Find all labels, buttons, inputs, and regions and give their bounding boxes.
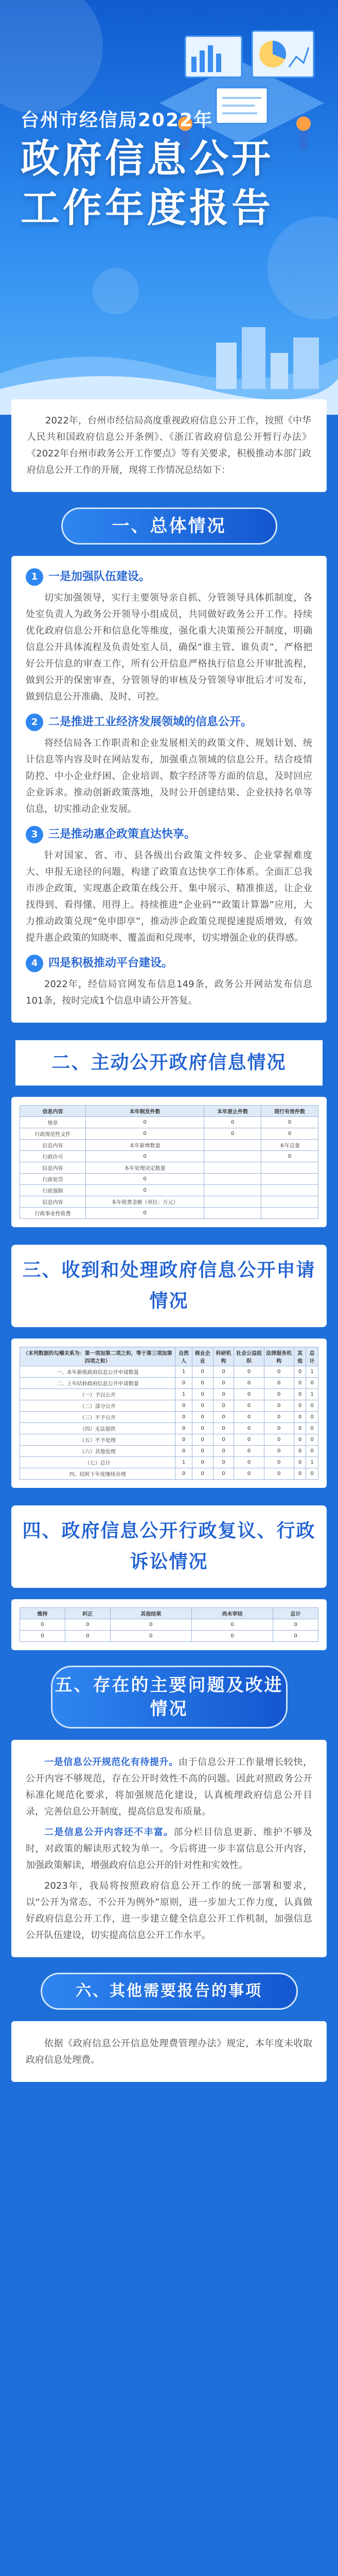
intro-text: 2022年，台州市经信局高度重视政府信息公开工作，按照《中华人民共和国政府信息公开条例》、《浙江省政府信息公开暂行办法》《2022年台州市政务公开工作要点》等有关要求，积极推动本部门政府信息公开工作的开展，现将工作情况总结如下： (11, 399, 327, 492)
section-3-table-card (11, 1338, 327, 1488)
table-cell: 二、上年结转政府信息公开申请数量 (20, 1378, 175, 1389)
table-cell: 0 (234, 1366, 264, 1378)
table-cell: 0 (264, 1423, 294, 1434)
table-row (20, 1174, 318, 1185)
table-cell: （一）予以公开 (20, 1389, 175, 1400)
table-cell: 0 (264, 1366, 294, 1378)
s5-paragraph-1 (26, 1754, 312, 1820)
table-cell: 0 (261, 1151, 318, 1162)
table-cell: 0 (85, 1128, 204, 1140)
table-row (20, 1162, 318, 1174)
section-2-title: 二、主动公开政府信息情况 (11, 1040, 327, 1086)
s6-text: 依据《政府信息公开信息处理费管理办法》规定，本年度未收取政府信息处理费。 (26, 2038, 312, 2065)
table-row (20, 1378, 318, 1389)
table-header-cell: 商业企业 (192, 1347, 213, 1366)
s5-paragraph-3: 2023年，我局将按照政府信息公开工作的统一部署和要求，以“公开为常态、不公开为例外”原则，进一步加大工作力度，认真做好政府信息公开工作，进一步建立健全信息公开工作机制，加强信息公开队伍建设，切实提高信息公开工作水平。 (26, 1880, 312, 1941)
table-cell (261, 1185, 318, 1196)
table-cell: 0 (175, 1412, 192, 1423)
table-cell: 信息内容 (20, 1162, 86, 1174)
table-cell: 0 (261, 1128, 318, 1140)
table-cell: 0 (175, 1468, 192, 1480)
table-header-cell: 科研机构 (213, 1347, 234, 1366)
table-cell: 0 (294, 1446, 306, 1457)
table-cell: 0 (234, 1434, 264, 1446)
hero-title-line1: 政府信息公开 (21, 135, 274, 181)
table-cell: 1 (175, 1457, 192, 1468)
s1-item-3-head (26, 826, 312, 843)
s1-item-4-number: 4 (26, 955, 43, 972)
table-row (20, 1423, 318, 1434)
active-disclosure-table (20, 1105, 318, 1219)
table-cell: 0 (234, 1400, 264, 1412)
section-3-title: 三、收到和处理政府信息公开申请情况 (11, 1245, 327, 1327)
table-cell: （六）其他处理 (20, 1446, 175, 1457)
s5-p2-text: 部分栏目信息更新、维护不够及时，对政策的解读形式较为单一。今后将进一步丰富信息公开内容，加强政策解读，增强政府信息公开的针对性和实效性。 (26, 1827, 312, 1871)
s2-header-cell: 信息内容 (20, 1106, 86, 1117)
table-cell (204, 1196, 261, 1208)
table-cell: 0 (306, 1378, 318, 1389)
table-cell: 0 (294, 1366, 306, 1378)
s1-item-2-text: 将经信局各工作职责和企业发展相关的政策文件、规划计划、统计信息等内容及时在网站发布，加强重点领域的信息公开。结合疫情防控、中小企业纾困、企业培训、数字经济等方面的信息，及时回应企业诉求。推动创新政策落地，及时公开创建结果、企业扶持名单等信息，切实推动企业发展。 (26, 738, 312, 815)
table-cell: 行政规范性文件 (20, 1128, 86, 1140)
hero-banner (0, 0, 338, 415)
hero-title (21, 134, 274, 233)
table-header-cell: 社会公益组织 (234, 1347, 264, 1366)
table-cell: 0 (20, 1619, 65, 1631)
s1-item-2-number: 2 (26, 714, 43, 731)
hero-subtitle: 台州市经信局2022年 (21, 110, 214, 131)
s5-p1-title: 一是信息公开规范化有待提升。 (44, 1757, 179, 1768)
section-1-body (11, 556, 327, 1023)
table-cell: 0 (264, 1434, 294, 1446)
table-row (20, 1196, 318, 1208)
s1-item-2-head (26, 714, 312, 731)
table-cell: 0 (234, 1412, 264, 1423)
table-cell: 0 (110, 1631, 191, 1642)
s2-table-body (20, 1117, 318, 1219)
table-cell: 本年新增数量 (85, 1140, 204, 1151)
hero-title-line2: 工作年度报告 (21, 185, 274, 231)
s2-header-cell: 本年制发件数 (85, 1106, 204, 1117)
s1-item-4-text: 2022年，经信局官网发布信息149条，政务公开网站发布信息101条，按时完成1个信息申请公开答复。 (26, 979, 312, 1006)
table-row (20, 1412, 318, 1423)
s5-paragraph-2 (26, 1824, 312, 1874)
table-cell: 0 (192, 1423, 213, 1434)
table-cell: 1 (306, 1389, 318, 1400)
table-cell: 0 (294, 1412, 306, 1423)
s1-item-4-title: 四是积极推动平台建设。 (48, 957, 173, 970)
table-header-cell: 其他 (294, 1347, 306, 1366)
table-row (20, 1366, 318, 1378)
table-cell: 规章 (20, 1117, 86, 1128)
table-cell (204, 1162, 261, 1174)
table-cell: 0 (306, 1434, 318, 1446)
table-cell: 本年收费金额（单位：万元） (85, 1196, 204, 1208)
table-header-cell: 总计 (306, 1347, 318, 1366)
table-cell: 0 (306, 1400, 318, 1412)
table-cell: 0 (213, 1434, 234, 1446)
table-cell: 0 (192, 1457, 213, 1468)
table-cell: 0 (261, 1117, 318, 1128)
table-cell: 0 (294, 1434, 306, 1446)
s4-table-head (20, 1608, 318, 1619)
s1-item-1-text: 切实加强领导，实行主要领导亲自抓、分管领导具体抓制度，各处室负责人为政务公开领导小组成员，共同做好政务公开工作。持续优化政府信息公开和信息化等维度，强化重大决策预公开制度，明确信息公开具体流程及负责处室人员，确保“谁主管、谁负责”，严格把好公开信息的审查工作，所有公开信息严格执行信息公开审批流程，做到公开的保密审查，分管领导的审核及分管领导审批后才可发布，做到信息公开准确、及时、可控。 (26, 592, 312, 702)
table-cell (261, 1196, 318, 1208)
table-cell: 行政事业性收费 (20, 1208, 86, 1219)
section-2-table-card (11, 1097, 327, 1227)
table-cell: 0 (192, 1446, 213, 1457)
table-row (20, 1457, 318, 1468)
table-header-cell: 纠正 (65, 1608, 110, 1619)
table-cell: （七）总计 (20, 1457, 175, 1468)
table-cell: 0 (234, 1423, 264, 1434)
table-cell: 0 (234, 1378, 264, 1389)
table-cell: 0 (294, 1423, 306, 1434)
table-cell: 0 (85, 1174, 204, 1185)
table-cell: 0 (294, 1389, 306, 1400)
table-cell: 1 (175, 1389, 192, 1400)
table-cell: 0 (213, 1457, 234, 1468)
table-cell: 行政许可 (20, 1151, 86, 1162)
table-cell: 0 (204, 1117, 261, 1128)
s4-table-body (20, 1619, 318, 1642)
table-cell: 0 (213, 1468, 234, 1480)
table-cell: 0 (294, 1457, 306, 1468)
table-cell: 0 (192, 1468, 213, 1480)
table-header-cell: 总计 (273, 1608, 318, 1619)
table-cell (204, 1174, 261, 1185)
s5-p2-title: 二是信息公开内容还不丰富。 (44, 1827, 174, 1838)
table-cell (204, 1208, 261, 1219)
table-cell: 1 (175, 1366, 192, 1378)
table-cell: 0 (191, 1619, 273, 1631)
table-header-cell: 维持 (20, 1608, 65, 1619)
table-cell: （二）部分公开 (20, 1400, 175, 1412)
table-cell: 0 (306, 1468, 318, 1480)
table-row (20, 1128, 318, 1140)
table-cell: 0 (264, 1389, 294, 1400)
table-cell: 0 (264, 1378, 294, 1389)
table-cell: 0 (306, 1423, 318, 1434)
s1-item-1-head (26, 568, 312, 586)
s1-item-3-number: 3 (26, 826, 43, 843)
table-cell: 行政处罚 (20, 1174, 86, 1185)
s1-item-2-title: 二是推进工业经济发展领域的信息公开。 (48, 716, 253, 728)
section-6-title: 六、其他需要报告的事项 (41, 1973, 298, 2010)
table-cell: 0 (213, 1389, 234, 1400)
s2-header-cell: 现行有效件数 (261, 1106, 318, 1117)
table-cell: 0 (65, 1619, 110, 1631)
table-cell: 0 (204, 1128, 261, 1140)
s1-item-1-title: 一是加强队伍建设。 (48, 570, 151, 583)
table-cell: 0 (191, 1631, 273, 1642)
s3-table-body (20, 1366, 318, 1480)
table-cell: 0 (234, 1468, 264, 1480)
section-6-body (11, 2021, 327, 2082)
table-cell: 0 (192, 1378, 213, 1389)
table-cell: 0 (213, 1446, 234, 1457)
s1-item-3-title: 三是推动惠企政策直达快享。 (48, 828, 196, 841)
table-cell: 0 (213, 1412, 234, 1423)
table-cell: 信息内容 (20, 1140, 86, 1151)
application-handling-table (20, 1347, 318, 1480)
table-cell: 0 (20, 1631, 65, 1642)
table-cell: 0 (273, 1631, 318, 1642)
table-cell: 0 (264, 1468, 294, 1480)
s5-p1-text: 由于信息公开工作量增长较快，公开内容不够规范，存在公开时效性不高的问题。因此对照政务公开标准化规范化要求，将加强规范化建设，认真梳理政府信息公开目录，完善信息公开制度，提高信息发布质量。 (26, 1757, 313, 1817)
table-cell: 0 (192, 1434, 213, 1446)
table-cell: 0 (192, 1389, 213, 1400)
table-cell: 信息内容 (20, 1196, 86, 1208)
table-cell: 0 (213, 1423, 234, 1434)
table-row (20, 1117, 318, 1128)
table-cell: 1 (306, 1366, 318, 1378)
table-row (20, 1140, 318, 1151)
table-cell: 0 (294, 1400, 306, 1412)
table-header-cell: 法律服务机构 (264, 1347, 294, 1366)
section-1-title: 一、总体情况 (61, 507, 277, 545)
table-row (20, 1400, 318, 1412)
table-row (20, 1434, 318, 1446)
table-row (20, 1631, 318, 1642)
s1-item-1-number: 1 (26, 568, 43, 586)
table-cell: 0 (192, 1412, 213, 1423)
table-cell: 0 (213, 1400, 234, 1412)
table-cell: 0 (85, 1185, 204, 1196)
table-header-cell: 其他结果 (110, 1608, 191, 1619)
table-cell: 四、结转下年度继续办理 (20, 1468, 175, 1480)
table-cell: 1 (306, 1457, 318, 1468)
table-cell: 0 (65, 1631, 110, 1642)
section-4-table-card (11, 1599, 327, 1650)
table-row (20, 1446, 318, 1457)
table-cell: 0 (234, 1446, 264, 1457)
table-header-cell: 尚未审结 (191, 1608, 273, 1619)
table-cell: 0 (213, 1378, 234, 1389)
table-cell (261, 1162, 318, 1174)
section-5-title: 五、存在的主要问题及改进情况 (51, 1666, 288, 1728)
table-cell: （四）无法提供 (20, 1423, 175, 1434)
table-cell: 0 (234, 1457, 264, 1468)
table-cell: 0 (264, 1446, 294, 1457)
table-cell: 本年总量 (261, 1140, 318, 1151)
table-cell: （三）不予公开 (20, 1412, 175, 1423)
s1-item-3-text: 针对国家、省、市、县各级出台政策文件较多、企业掌握难度大、申报无途径的问题，构建了政策直达快享工作体系。全面汇总我市涉企政策，实现惠企政策在线公开、集中展示、精准推送，让企业找得到、看得懂、用得上。持续推进“企业码”“政策计算器”应用，大力推动政策兑现“免申即享”，推动涉企政策兑现提速提质增效，有效提升惠企政策的知晓率、覆盖面和兑现率，切实增强企业的获得感。 (26, 850, 312, 943)
section-5-body (11, 1740, 327, 1957)
table-row (20, 1208, 318, 1219)
table-row (20, 1389, 318, 1400)
table-cell: 0 (85, 1151, 204, 1162)
table-cell (204, 1185, 261, 1196)
review-litigation-table (20, 1607, 318, 1642)
table-cell: 0 (175, 1434, 192, 1446)
table-cell: 0 (175, 1446, 192, 1457)
table-cell: 0 (264, 1457, 294, 1468)
table-cell: 0 (213, 1366, 234, 1378)
table-cell (261, 1208, 318, 1219)
table-cell: 0 (85, 1208, 204, 1219)
table-cell: 0 (306, 1412, 318, 1423)
table-cell: 行政强制 (20, 1185, 86, 1196)
table-cell: 0 (175, 1423, 192, 1434)
table-cell (261, 1174, 318, 1185)
table-header-cell: （本列数据的勾稽关系为：第一项加第二项之和，等于第三项加第四项之和） (20, 1347, 175, 1366)
table-cell: 0 (264, 1412, 294, 1423)
table-cell (204, 1140, 261, 1151)
table-cell: 0 (85, 1117, 204, 1128)
table-cell: 一、本年新收政府信息公开申请数量 (20, 1366, 175, 1378)
table-cell: 0 (273, 1619, 318, 1631)
table-cell: 0 (264, 1400, 294, 1412)
table-cell: 0 (192, 1400, 213, 1412)
table-cell: 0 (175, 1378, 192, 1389)
table-cell: 0 (192, 1366, 213, 1378)
table-cell: 0 (175, 1400, 192, 1412)
table-cell: （五）不予处理 (20, 1434, 175, 1446)
table-cell: 0 (234, 1389, 264, 1400)
table-row (20, 1468, 318, 1480)
table-cell: 0 (110, 1619, 191, 1631)
table-header-cell: 自然人 (175, 1347, 192, 1366)
table-row (20, 1185, 318, 1196)
table-cell: 0 (294, 1378, 306, 1389)
table-cell (204, 1151, 261, 1162)
table-row (20, 1151, 318, 1162)
s3-table-head (20, 1347, 318, 1366)
s2-header-cell: 本年废止件数 (204, 1106, 261, 1117)
section-4-title: 四、政府信息公开行政复议、行政诉讼情况 (11, 1505, 327, 1588)
s1-item-4-head (26, 955, 312, 972)
table-cell: 0 (294, 1468, 306, 1480)
table-cell: 0 (306, 1446, 318, 1457)
table-cell: 本年处理决定数量 (85, 1162, 204, 1174)
table-row (20, 1619, 318, 1631)
